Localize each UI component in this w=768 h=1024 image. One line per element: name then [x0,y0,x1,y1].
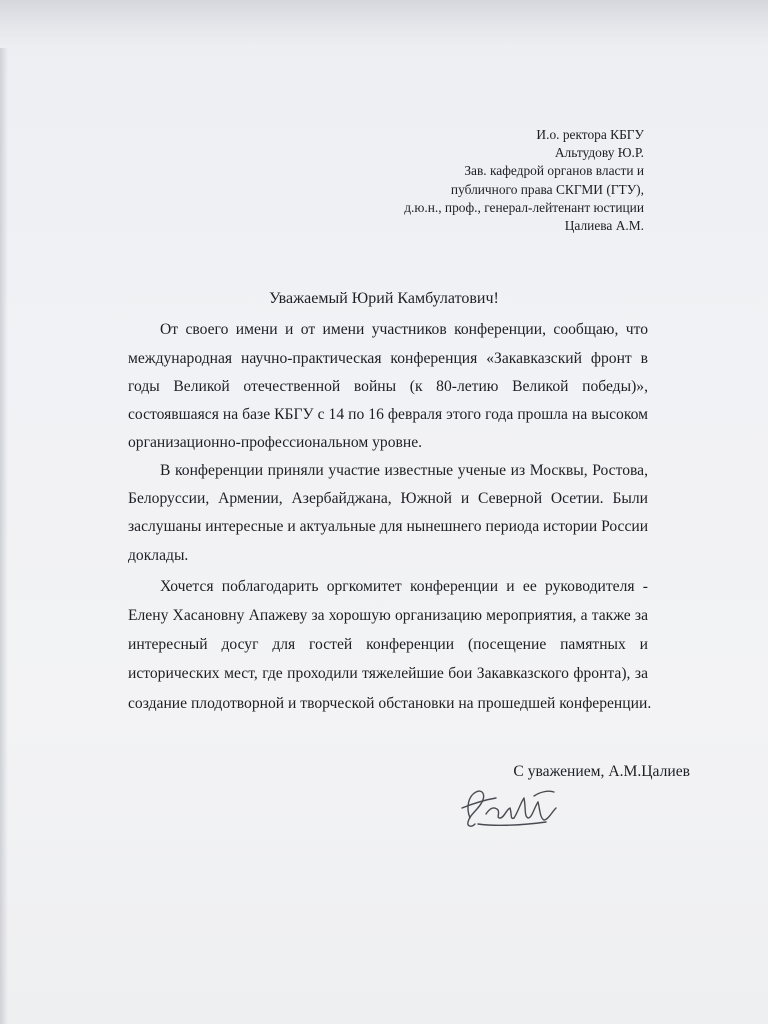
addressee-line: Альтудову Ю.Р. [554,145,644,161]
addressee-line: д.ю.н., проф., генерал-лейтенант юстиции [404,199,644,215]
salutation: Уважаемый Юрий Камбулатович! [269,290,499,307]
paragraph-3-line: интересный досуг для гостей конференции (посещение памятных и [128,636,648,653]
paragraph-1-line: международная научно-практическая конференция «Закавказский фронт в [128,350,648,367]
addressee-line: И.о. ректора КБГУ [536,127,644,142]
addressee-line: Зав. кафедрой органов власти и [464,163,644,179]
handwritten-signature [448,778,568,834]
addressee-line: публичного права СКГМИ (ГТУ), [450,181,644,197]
paragraph-2-line: заслушаны интересные и актуальные для нынешнего периода истории России [128,518,649,535]
paragraph-3-line: создание плодотворной и творческой обстановки на прошедшей конференции. [128,695,652,712]
paragraph-3-line: Елену Хасановну Апажеву за хорошую организацию мероприятия, а также за [128,607,648,624]
paragraph-3-line: исторических мест, где проходили тяжелейшие бои Закавказского фронта), за [128,665,648,682]
paragraph-2-line: В конференции приняли участие известные ученые из Москвы, Ростова, [160,462,648,479]
addressee-block [284,126,644,235]
paragraph-2-line: Белоруссии, Армении, Азербайджана, Южной и Северной Осетии. Были [128,490,648,507]
paragraph-1-line: состоявшаяся на базе КБГУ с 14 по 16 февраля этого года прошла на высоком [128,406,648,423]
paper-left-shadow [0,48,8,1024]
paragraph-1-line: годы Великой отечественной войны (к 80-летию Великой победы)», [128,378,648,395]
paper-top-shadow [0,0,768,48]
closing-signoff: С уважением, А.М.Цалиев [513,763,690,780]
paragraph-1-line: От своего имени и от имени участников конференции, сообщаю, что [160,321,648,338]
addressee-line: Цалиева А.М. [564,218,644,234]
paragraph-1-line: организационно-профессиональном уровне. [128,434,423,451]
paragraph-3-line: Хочется поблагодарить оргкомитет конференции и ее руководителя - [160,578,648,595]
paragraph-2-line: доклады. [128,547,189,564]
